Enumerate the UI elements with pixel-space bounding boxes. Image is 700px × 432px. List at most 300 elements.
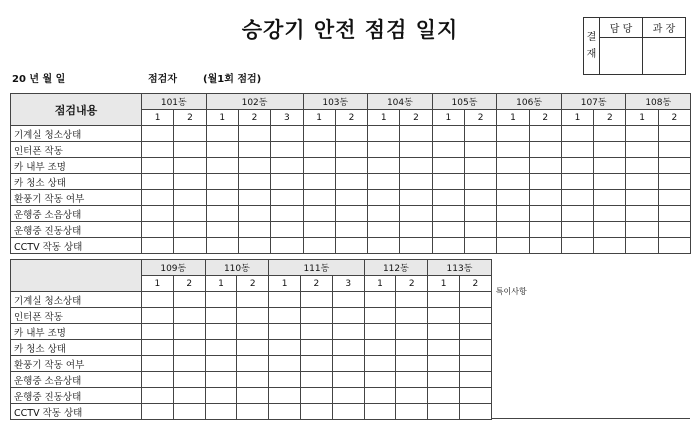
check-cell[interactable] xyxy=(396,372,428,388)
check-cell[interactable] xyxy=(300,308,332,324)
check-cell[interactable] xyxy=(428,340,460,356)
check-cell[interactable] xyxy=(206,142,238,158)
building-header: 101동 xyxy=(142,94,207,110)
unit-header: 1 xyxy=(142,110,174,126)
check-cell[interactable] xyxy=(529,222,561,238)
check-cell[interactable] xyxy=(303,158,335,174)
check-cell[interactable] xyxy=(497,190,529,206)
remarks-label: 특이사항 xyxy=(495,286,527,296)
check-cell[interactable] xyxy=(238,190,270,206)
check-cell[interactable] xyxy=(142,158,174,174)
check-cell[interactable] xyxy=(459,404,491,420)
check-cell[interactable] xyxy=(626,126,658,142)
remarks-bottom-border xyxy=(491,418,690,419)
check-cell[interactable] xyxy=(271,158,303,174)
inspection-item: 운행중 소음상태 xyxy=(11,206,142,222)
check-cell[interactable] xyxy=(335,142,367,158)
check-cell[interactable] xyxy=(238,206,270,222)
check-cell[interactable] xyxy=(173,372,205,388)
check-cell[interactable] xyxy=(300,404,332,420)
check-cell[interactable] xyxy=(205,388,237,404)
check-cell[interactable] xyxy=(459,340,491,356)
check-cell[interactable] xyxy=(400,174,432,190)
check-cell[interactable] xyxy=(142,174,174,190)
check-cell[interactable] xyxy=(238,238,270,254)
check-cell[interactable] xyxy=(626,238,658,254)
unit-header: 2 xyxy=(594,110,626,126)
inspection-item: 기계실 청소상태 xyxy=(11,126,142,142)
inspection-item: CCTV 작동 상태 xyxy=(11,404,142,420)
inspection-item: 카 청소 상태 xyxy=(11,340,142,356)
check-cell[interactable] xyxy=(335,126,367,142)
check-cell[interactable] xyxy=(237,292,269,308)
check-cell[interactable] xyxy=(459,292,491,308)
check-cell[interactable] xyxy=(459,388,491,404)
unit-header: 1 xyxy=(364,276,396,292)
check-cell[interactable] xyxy=(594,206,626,222)
check-cell[interactable] xyxy=(206,206,238,222)
building-header: 112동 xyxy=(364,260,428,276)
check-cell[interactable] xyxy=(303,142,335,158)
check-cell[interactable] xyxy=(432,158,464,174)
unit-header: 2 xyxy=(396,276,428,292)
check-cell[interactable] xyxy=(174,158,206,174)
check-cell[interactable] xyxy=(368,222,400,238)
check-cell[interactable] xyxy=(364,372,396,388)
check-cell[interactable] xyxy=(368,158,400,174)
check-cell[interactable] xyxy=(173,356,205,372)
inspection-item: 환풍기 작동 여부 xyxy=(11,190,142,206)
check-cell[interactable] xyxy=(174,142,206,158)
building-header: 105동 xyxy=(432,94,497,110)
check-cell[interactable] xyxy=(335,222,367,238)
inspection-item: 기계실 청소상태 xyxy=(11,292,142,308)
unit-header: 2 xyxy=(335,110,367,126)
building-header: 103동 xyxy=(303,94,368,110)
check-cell[interactable] xyxy=(594,222,626,238)
unit-header: 1 xyxy=(432,110,464,126)
check-cell[interactable] xyxy=(174,174,206,190)
check-cell[interactable] xyxy=(368,190,400,206)
check-cell[interactable] xyxy=(271,174,303,190)
check-cell[interactable] xyxy=(237,356,269,372)
check-cell[interactable] xyxy=(300,372,332,388)
check-cell[interactable] xyxy=(464,206,496,222)
check-cell[interactable] xyxy=(400,206,432,222)
check-cell[interactable] xyxy=(173,324,205,340)
upper-inspection-table xyxy=(10,93,691,254)
approval-sign-staff[interactable] xyxy=(600,38,643,75)
check-cell[interactable] xyxy=(269,388,301,404)
inspection-item: 인터폰 작동 xyxy=(11,308,142,324)
check-cell[interactable] xyxy=(206,126,238,142)
check-cell[interactable] xyxy=(142,372,174,388)
inspection-item: 운행중 진동상태 xyxy=(11,222,142,238)
check-cell[interactable] xyxy=(237,308,269,324)
check-cell[interactable] xyxy=(561,206,593,222)
check-cell[interactable] xyxy=(142,340,174,356)
check-cell[interactable] xyxy=(658,158,690,174)
inspection-item: 카 내부 조명 xyxy=(11,158,142,174)
building-header: 110동 xyxy=(205,260,269,276)
check-cell[interactable] xyxy=(428,324,460,340)
check-cell[interactable] xyxy=(459,324,491,340)
check-cell[interactable] xyxy=(432,174,464,190)
check-cell[interactable] xyxy=(529,238,561,254)
check-cell[interactable] xyxy=(174,238,206,254)
check-cell[interactable] xyxy=(238,158,270,174)
building-header: 109동 xyxy=(142,260,206,276)
check-cell[interactable] xyxy=(428,356,460,372)
table-row xyxy=(11,174,691,190)
check-cell[interactable] xyxy=(142,356,174,372)
check-cell[interactable] xyxy=(206,222,238,238)
inspection-item: CCTV 작동 상태 xyxy=(11,238,142,254)
check-cell[interactable] xyxy=(400,190,432,206)
unit-header: 2 xyxy=(173,276,205,292)
check-cell[interactable] xyxy=(205,308,237,324)
check-cell[interactable] xyxy=(332,292,364,308)
building-header: 111동 xyxy=(269,260,364,276)
check-cell[interactable] xyxy=(497,126,529,142)
unit-header: 2 xyxy=(238,110,270,126)
approval-box xyxy=(583,17,686,75)
check-cell[interactable] xyxy=(269,292,301,308)
check-cell[interactable] xyxy=(303,238,335,254)
check-cell[interactable] xyxy=(364,340,396,356)
check-cell[interactable] xyxy=(238,222,270,238)
check-cell[interactable] xyxy=(269,308,301,324)
approval-side-label-2: 재 xyxy=(586,49,597,60)
check-cell[interactable] xyxy=(271,222,303,238)
check-cell[interactable] xyxy=(237,340,269,356)
check-cell[interactable] xyxy=(428,372,460,388)
check-cell[interactable] xyxy=(432,222,464,238)
check-cell[interactable] xyxy=(464,238,496,254)
check-cell[interactable] xyxy=(497,206,529,222)
check-cell[interactable] xyxy=(142,126,174,142)
unit-header: 1 xyxy=(269,276,301,292)
unit-header: 2 xyxy=(400,110,432,126)
check-cell[interactable] xyxy=(626,142,658,158)
check-cell[interactable] xyxy=(428,292,460,308)
check-cell[interactable] xyxy=(142,206,174,222)
unit-header: 2 xyxy=(529,110,561,126)
inspector-label: 점검자 xyxy=(148,74,177,85)
check-cell[interactable] xyxy=(269,372,301,388)
check-cell[interactable] xyxy=(300,388,332,404)
check-cell[interactable] xyxy=(396,308,428,324)
check-cell[interactable] xyxy=(529,174,561,190)
unit-header: 1 xyxy=(205,276,237,292)
check-cell[interactable] xyxy=(271,142,303,158)
check-cell[interactable] xyxy=(529,206,561,222)
check-cell[interactable] xyxy=(237,324,269,340)
check-cell[interactable] xyxy=(658,174,690,190)
check-cell[interactable] xyxy=(432,142,464,158)
check-cell[interactable] xyxy=(205,356,237,372)
check-cell[interactable] xyxy=(332,340,364,356)
check-cell[interactable] xyxy=(238,142,270,158)
check-cell[interactable] xyxy=(300,340,332,356)
check-cell[interactable] xyxy=(332,308,364,324)
check-cell[interactable] xyxy=(464,126,496,142)
check-cell[interactable] xyxy=(335,206,367,222)
check-cell[interactable] xyxy=(303,126,335,142)
check-cell[interactable] xyxy=(269,324,301,340)
check-cell[interactable] xyxy=(142,142,174,158)
unit-header: 2 xyxy=(174,110,206,126)
check-cell[interactable] xyxy=(364,292,396,308)
unit-header: 1 xyxy=(561,110,593,126)
check-cell[interactable] xyxy=(396,324,428,340)
check-cell[interactable] xyxy=(658,238,690,254)
check-cell[interactable] xyxy=(364,356,396,372)
unit-header: 1 xyxy=(142,276,174,292)
check-cell[interactable] xyxy=(205,372,237,388)
unit-header: 1 xyxy=(303,110,335,126)
check-cell[interactable] xyxy=(335,238,367,254)
unit-header: 1 xyxy=(368,110,400,126)
approval-side-label-1: 결 xyxy=(586,32,597,43)
inspection-item: 환풍기 작동 여부 xyxy=(11,356,142,372)
building-header: 102동 xyxy=(206,94,303,110)
unit-header: 3 xyxy=(332,276,364,292)
check-cell[interactable] xyxy=(364,308,396,324)
unit-header: 2 xyxy=(464,110,496,126)
check-cell[interactable] xyxy=(332,404,364,420)
check-cell[interactable] xyxy=(432,238,464,254)
check-cell[interactable] xyxy=(271,238,303,254)
check-cell[interactable] xyxy=(561,222,593,238)
check-cell[interactable] xyxy=(594,126,626,142)
table-row xyxy=(11,142,691,158)
check-cell[interactable] xyxy=(303,222,335,238)
check-cell[interactable] xyxy=(237,388,269,404)
check-cell[interactable] xyxy=(658,222,690,238)
check-cell[interactable] xyxy=(173,388,205,404)
check-cell[interactable] xyxy=(206,174,238,190)
inspection-item: 운행중 진동상태 xyxy=(11,388,142,404)
check-cell[interactable] xyxy=(173,292,205,308)
check-cell[interactable] xyxy=(368,206,400,222)
check-cell[interactable] xyxy=(459,372,491,388)
check-cell[interactable] xyxy=(561,174,593,190)
check-cell[interactable] xyxy=(400,142,432,158)
check-cell[interactable] xyxy=(396,388,428,404)
check-cell[interactable] xyxy=(142,404,174,420)
table-row xyxy=(11,206,691,222)
check-cell[interactable] xyxy=(335,174,367,190)
check-cell[interactable] xyxy=(237,404,269,420)
check-cell[interactable] xyxy=(364,324,396,340)
check-cell[interactable] xyxy=(142,190,174,206)
check-cell[interactable] xyxy=(174,190,206,206)
check-cell[interactable] xyxy=(335,190,367,206)
approval-sign-manager[interactable] xyxy=(643,38,686,75)
check-cell[interactable] xyxy=(205,292,237,308)
check-cell[interactable] xyxy=(332,356,364,372)
check-cell[interactable] xyxy=(561,126,593,142)
approval-side-label xyxy=(584,18,600,75)
check-cell[interactable] xyxy=(271,206,303,222)
check-cell[interactable] xyxy=(303,190,335,206)
check-cell[interactable] xyxy=(400,238,432,254)
unit-header: 2 xyxy=(300,276,332,292)
check-cell[interactable] xyxy=(658,126,690,142)
check-cell[interactable] xyxy=(269,356,301,372)
check-cell[interactable] xyxy=(142,292,174,308)
check-cell[interactable] xyxy=(142,388,174,404)
check-cell[interactable] xyxy=(174,222,206,238)
check-cell[interactable] xyxy=(658,190,690,206)
check-cell[interactable] xyxy=(300,356,332,372)
check-cell[interactable] xyxy=(432,126,464,142)
check-cell[interactable] xyxy=(464,190,496,206)
check-cell[interactable] xyxy=(332,388,364,404)
unit-header: 2 xyxy=(658,110,690,126)
inspection-item: 카 내부 조명 xyxy=(11,324,142,340)
check-cell[interactable] xyxy=(561,142,593,158)
check-cell[interactable] xyxy=(174,206,206,222)
check-cell[interactable] xyxy=(396,404,428,420)
check-cell[interactable] xyxy=(594,238,626,254)
check-cell[interactable] xyxy=(497,158,529,174)
table-row xyxy=(11,222,691,238)
check-cell[interactable] xyxy=(594,174,626,190)
table-row xyxy=(11,238,691,254)
check-cell[interactable] xyxy=(396,292,428,308)
check-cell[interactable] xyxy=(464,174,496,190)
check-cell[interactable] xyxy=(400,126,432,142)
check-cell[interactable] xyxy=(300,324,332,340)
check-cell[interactable] xyxy=(459,356,491,372)
check-cell[interactable] xyxy=(497,222,529,238)
check-cell[interactable] xyxy=(396,340,428,356)
check-cell[interactable] xyxy=(271,126,303,142)
check-cell[interactable] xyxy=(464,158,496,174)
check-cell[interactable] xyxy=(173,404,205,420)
check-cell[interactable] xyxy=(206,238,238,254)
check-cell[interactable] xyxy=(561,190,593,206)
check-cell[interactable] xyxy=(626,222,658,238)
check-cell[interactable] xyxy=(368,174,400,190)
inspection-item: 카 청소 상태 xyxy=(11,174,142,190)
table-row xyxy=(11,190,691,206)
check-cell[interactable] xyxy=(626,158,658,174)
inspection-item: 운행중 소음상태 xyxy=(11,372,142,388)
unit-header: 2 xyxy=(237,276,269,292)
check-cell[interactable] xyxy=(206,158,238,174)
check-cell[interactable] xyxy=(300,292,332,308)
building-header: 104동 xyxy=(368,94,433,110)
check-cell[interactable] xyxy=(658,142,690,158)
unit-header: 1 xyxy=(626,110,658,126)
check-cell[interactable] xyxy=(332,372,364,388)
check-cell[interactable] xyxy=(561,238,593,254)
check-cell[interactable] xyxy=(364,404,396,420)
check-cell[interactable] xyxy=(626,174,658,190)
check-cell[interactable] xyxy=(269,404,301,420)
check-cell[interactable] xyxy=(464,142,496,158)
check-cell[interactable] xyxy=(561,158,593,174)
check-cell[interactable] xyxy=(332,324,364,340)
check-cell[interactable] xyxy=(529,190,561,206)
check-cell[interactable] xyxy=(238,126,270,142)
building-header: 106동 xyxy=(497,94,562,110)
check-cell[interactable] xyxy=(368,126,400,142)
check-cell[interactable] xyxy=(368,142,400,158)
check-cell[interactable] xyxy=(594,142,626,158)
check-cell[interactable] xyxy=(173,308,205,324)
check-cell[interactable] xyxy=(368,238,400,254)
check-cell[interactable] xyxy=(432,190,464,206)
check-cell[interactable] xyxy=(428,404,460,420)
page-title: 승강기 안전 점검 일지 xyxy=(241,18,459,42)
check-cell[interactable] xyxy=(271,190,303,206)
check-cell[interactable] xyxy=(238,174,270,190)
check-cell[interactable] xyxy=(142,222,174,238)
check-cell[interactable] xyxy=(364,388,396,404)
table-row xyxy=(11,158,691,174)
check-cell[interactable] xyxy=(428,388,460,404)
inspection-item: 인터폰 작동 xyxy=(11,142,142,158)
check-cell[interactable] xyxy=(205,404,237,420)
check-cell[interactable] xyxy=(529,126,561,142)
check-cell[interactable] xyxy=(626,206,658,222)
building-header: 107동 xyxy=(561,94,626,110)
check-cell[interactable] xyxy=(400,222,432,238)
table-row xyxy=(11,126,691,142)
unit-header: 1 xyxy=(206,110,238,126)
check-cell[interactable] xyxy=(400,158,432,174)
check-cell[interactable] xyxy=(497,174,529,190)
lower-inspection-table xyxy=(10,259,690,420)
check-cell[interactable] xyxy=(432,206,464,222)
building-header: 108동 xyxy=(626,94,691,110)
check-cell[interactable] xyxy=(594,190,626,206)
check-cell[interactable] xyxy=(464,222,496,238)
frequency-note: (월1회 점검) xyxy=(203,74,262,85)
check-cell[interactable] xyxy=(303,206,335,222)
check-cell[interactable] xyxy=(335,158,367,174)
check-cell[interactable] xyxy=(142,324,174,340)
check-cell[interactable] xyxy=(174,126,206,142)
approval-header-manager: 과 장 xyxy=(643,18,686,38)
check-cell[interactable] xyxy=(459,308,491,324)
check-cell[interactable] xyxy=(206,190,238,206)
check-cell[interactable] xyxy=(594,158,626,174)
check-cell[interactable] xyxy=(237,372,269,388)
check-cell[interactable] xyxy=(529,158,561,174)
check-cell[interactable] xyxy=(142,238,174,254)
check-cell[interactable] xyxy=(497,238,529,254)
check-cell[interactable] xyxy=(529,142,561,158)
check-cell[interactable] xyxy=(396,356,428,372)
check-cell[interactable] xyxy=(205,340,237,356)
check-cell[interactable] xyxy=(303,174,335,190)
check-cell[interactable] xyxy=(205,324,237,340)
check-cell[interactable] xyxy=(497,142,529,158)
unit-header: 1 xyxy=(497,110,529,126)
unit-header: 1 xyxy=(428,276,460,292)
check-cell[interactable] xyxy=(658,206,690,222)
check-cell[interactable] xyxy=(269,340,301,356)
check-cell[interactable] xyxy=(626,190,658,206)
check-cell[interactable] xyxy=(142,308,174,324)
check-cell[interactable] xyxy=(428,308,460,324)
check-cell[interactable] xyxy=(173,340,205,356)
